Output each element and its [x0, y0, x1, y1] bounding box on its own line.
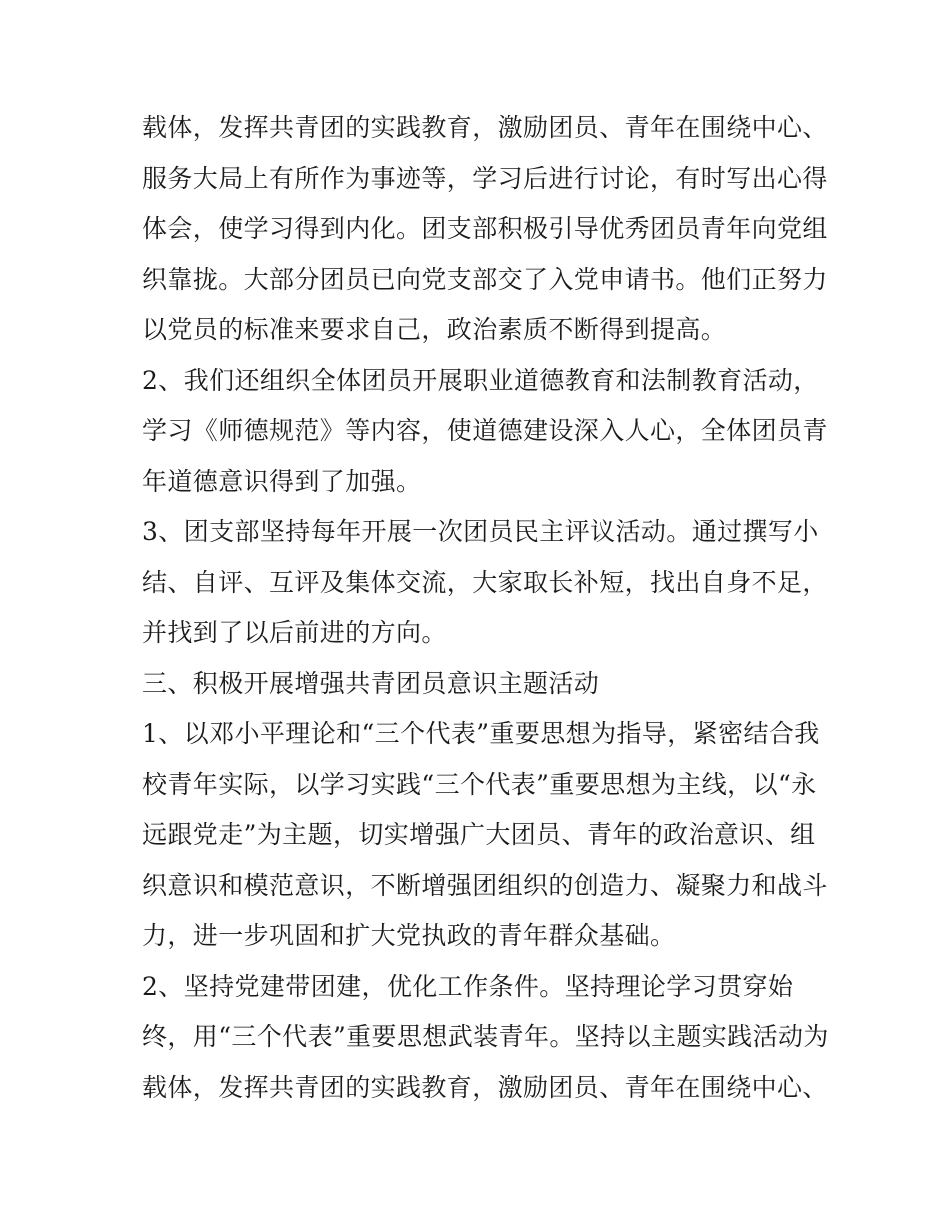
- text-line: 织意识和模范意识，不断增强团组织的创造力、凝聚力和战斗: [142, 870, 828, 900]
- text-line: 载体，发挥共青团的实践教育，激励团员、青年在围绕中心、: [142, 113, 828, 142]
- text-line: 年道德意识得到了加强。: [142, 466, 422, 496]
- document-body: [142, 103, 829, 1113]
- text-line: 力，进一步巩固和扩大党执政的青年群众基础。: [142, 921, 676, 950]
- text-line: 并找到了以后前进的方向。: [142, 618, 447, 647]
- text-line: 远跟党走”为主题，切实增强广大团员、青年的政治意识、组: [142, 820, 816, 849]
- text-line: 服务大局上有所作为事迹等，学习后进行讨论，有时写出心得: [142, 163, 828, 193]
- text-line: 2、我们还组织全体团员开展职业道德教育和法制教育活动，: [142, 365, 819, 395]
- section-heading: 三、积极开展增强共青团员意识主题活动: [142, 668, 600, 698]
- text-line: 校青年实际，以学习实践“三个代表”重要思想为主线，以“永: [142, 769, 817, 799]
- text-line: 织靠拢。大部分团员已向党支部交了入党申请书。他们正努力: [142, 264, 828, 294]
- text-line: 结、自评、互评及集体交流，大家取长补短，找出自身不足，: [142, 567, 828, 597]
- text-line: 1、以邓小平理论和“三个代表”重要思想为指导，紧密结合我: [142, 719, 820, 748]
- text-line: 终，用“三个代表”重要思想武装青年。坚持以主题实践活动为: [142, 1022, 829, 1051]
- text-line: 2、坚持党建带团建，优化工作条件。坚持理论学习贯穿始: [142, 971, 794, 1001]
- text-line: 3、团支部坚持每年开展一次团员民主评议活动。通过撰写小: [142, 517, 819, 546]
- text-line: 以党员的标准来要求自己，政治素质不断得到提高。: [142, 315, 727, 344]
- text-line: 体会，使学习得到内化。团支部积极引导优秀团员青年向党组: [142, 214, 828, 243]
- text-line: 学习《师德规范》等内容，使道德建设深入人心，全体团员青: [142, 416, 828, 445]
- text-line: 载体，发挥共青团的实践教育，激励团员、青年在围绕中心、: [142, 1072, 828, 1102]
